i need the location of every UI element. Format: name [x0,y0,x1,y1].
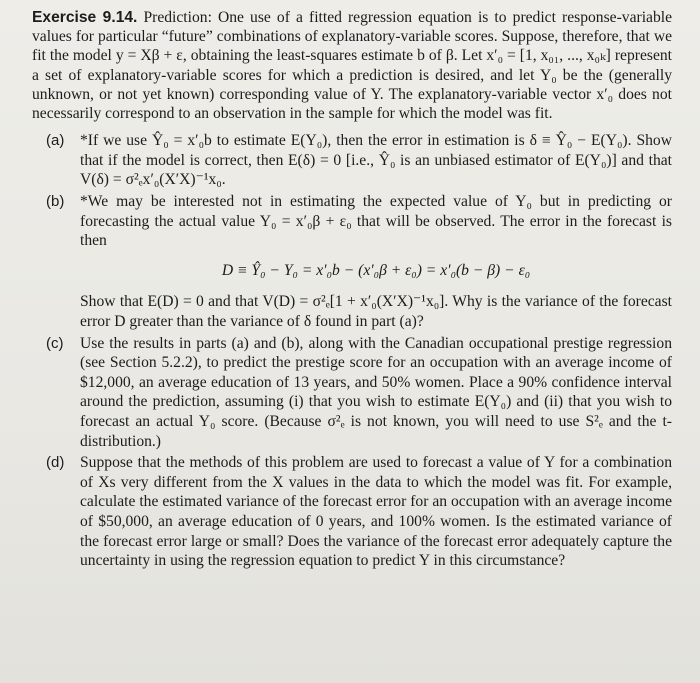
part-d-label: (d) [46,454,65,472]
part-c [32,334,672,452]
part-a-text: *If we use Ŷ₀ = x′₀b to estimate E(Y₀), then the error in estimation is δ ≡ Ŷ₀ − E(Y₀). Show that if the model is correct, then E(δ) = 0 [i.e., Ŷ₀ is an unbiased estimator of E(Y₀)] and that V(δ) = σ²ₑx′₀(X′X)⁻¹x₀. [80,132,672,189]
part-a-label: (a) [46,132,65,150]
part-c-text: Use the results in parts (a) and (b), along with the Canadian occupational prestige regression (see Section 5.2.2), to predict the prestige score for an occupation with an average income of $12,000, an average education of 13 years, and 50% women. Place a 90% confidence interval around the prediction, assuming (i) that you wish to estimate E(Y₀) and (ii) that you wish to forecast an actual Y₀ score. (Because σ²ₑ is not known, you will need to use S²ₑ and the t-distribution.) [80,334,672,450]
part-a [32,131,672,190]
part-b-text: *We may be interested not in estimating the expected value of Y₀ but in predicting or forecasting the actual value Y₀ = x′₀β + ε₀ that will be observed. The error in the forecast is then [80,193,672,250]
exercise-intro [32,8,672,123]
forecast-error-equation: D ≡ Ŷ₀ − Y₀ = x′₀b − (x′₀β + ε₀) = x′₀(b − β) − ε₀ [221,261,531,279]
exercise-heading: Exercise 9.14. [32,9,138,26]
part-b [32,192,672,332]
part-d [32,453,672,571]
part-c-label: (c) [46,334,64,352]
part-d-text: Suppose that the methods of this problem are used to forecast a value of Y for a combination of Xs very different from the X values in the data to which the model was fit. For example, calculate the estimated variance of the forecast error for an occupation with an average income of $50,000, an average education of 0 years, and 100% women. Is the estimated variance of the forecast error large or small? Does the variance of the forecast error adequately capture the uncertainty in using the regression equation to predict Y in this circumstance? [80,454,672,570]
part-b-label: (b) [46,193,65,210]
exercise-intro-text: Prediction: One use of a fitted regression equation is to predict response-variable values for particular “future” combinations of explanatory-variable scores. Suppose, therefore, that we fit the model y = Xβ + ε, obtaining the least-squares estimate b of β. Let x′₀ = [1, x₀₁, ..., x₀ₖ] represent a set of explanatory-variable scores for which a prediction is desired, and let Y₀ be the (generally unknown, or not yet known) corresponding value of Y. The explanatory-variable vector x′₀ does not necessarily correspond to an observation in the sample for which the model was fit. [32,9,672,123]
part-b-text-2: Show that E(D) = 0 and that V(D) = σ²ₑ[1 + x′₀(X′X)⁻¹x₀]. Why is the variance of the forecast error D greater than the variance of δ found in part (a)? [80,293,672,330]
